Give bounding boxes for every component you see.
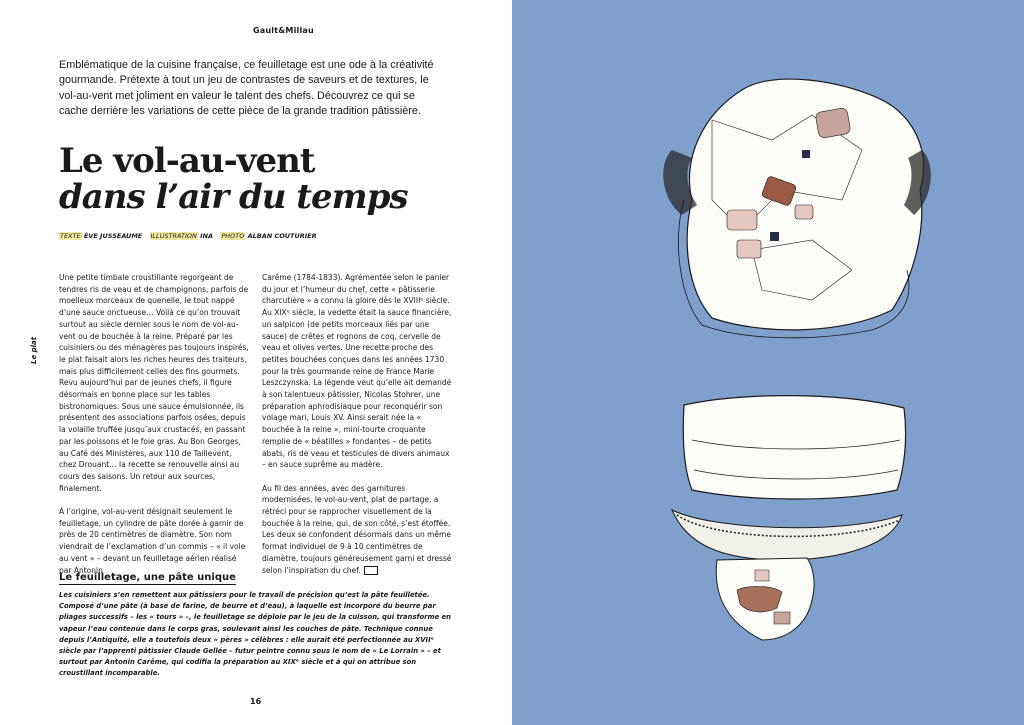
credit-photo-name: ALBAN COUTURIER — [247, 232, 317, 240]
body-paragraph: Carême (1784-1833). Agrémentée selon le panier du jour et l’humeur du chef, cette « pâtisserie charcutière » a connu la gloire dès le XVIIIᵉ siècle. Au XIXᵉ siècle, la vedette était la sauce financière, un salpicon (de petits morceaux liés par une sauce) de crêtes et rognons de coq, cervelle de veau et olives vertes. Une recette proche des petites bouchées conçues dans les années 1730 pour la très gourmande reine de France Marie Leszczynska. La légende veut qu’elle ait demandé à son talentueux pâtissier, Nicolas Stohrer, une préparation aphrodisiaque pour reconquérir son volage mari, Louis XV. Ainsi serait née la « bouchée à la reine », mini-tourte croquante remplie de « béatilles » fondantes – de petits abats, ris de veau et testicules de divers animaux – en sauce suprême au madère. — [262, 273, 452, 470]
credit-photo-label: PHOTO — [221, 232, 245, 240]
title-line-2: dans l’air du temps — [59, 177, 408, 217]
end-mark-icon — [364, 566, 378, 575]
illustration-page — [512, 0, 1024, 725]
title-line-1: Le vol-au-vent — [59, 141, 315, 181]
credit-texte-name: ÈVE JUSSEAUME — [83, 232, 143, 240]
body-paragraph — [262, 483, 452, 577]
sidebar-title: Le feuilletage, une pâte unique — [59, 572, 236, 583]
body-column-2 — [262, 272, 452, 588]
section-label: Le plat — [30, 336, 38, 364]
credit-illustration-name: INA — [200, 232, 214, 240]
top-pastry-drawing — [663, 79, 931, 338]
bottom-pastry-drawing — [672, 396, 906, 640]
credit-illustration-label: ILLUSTRATION — [150, 232, 197, 240]
brand-header: Gault&Millau — [253, 26, 314, 35]
page-number: 16 — [250, 697, 262, 706]
intro-paragraph: Emblématique de la cuisine française, ce feuilletage est une ode à la créativité gourmande. Prétexte à tout un jeu de contrastes de saveurs et de textures, le vol-au-vent met joliment en valeur le talent des chefs. Découvrez ce qui se cache derrière les variations de cette pièce de la grande tradition pâtissière. — [59, 59, 434, 117]
article-title — [59, 143, 408, 215]
credit-texte-label: TEXTE — [60, 232, 81, 240]
credits-line — [59, 232, 317, 240]
body-column-1 — [59, 272, 249, 588]
vol-au-vent-illustration — [512, 0, 1024, 725]
sidebar-text: Les cuisiniers s’en remettent aux pâtissiers pour le travail de précision qu’est la pâte feuilletée. Composé d’une pâte (à base de farine, de beurre et d’eau), à laquelle est incorporé du beurre par pliages successifs – les « tours » –, le feuilletage se déploie par le jeu de la cuisson, qui transforme en vapeur l’eau contenue dans le corps gras, soulevant ainsi les couches de pâte. Technique connue depuis l’Antiquité, elle a toutefois deux « pères » célèbres : elle aurait été perfectionnée au XVIIᵉ siècle par l’apprenti pâtissier Claude Gellée – futur peintre connu sous le nom de « Le Lorrain » – et surtout par Antonin Carême, qui codifia la préparation au XIXᵉ siècle et à qui on attribue son croustillant incomparable. — [59, 591, 451, 678]
body-paragraph-text: Au fil des années, avec des garnitures modernisées, le vol-au-vent, plat de partage, a rétréci pour se rapprocher visuellement de la bouchée à la reine, qui, de son côté, s’est étoffée. Les deux se confondent désormais dans un même format individuel de 9 à 10 centimètres de diamètre, toujours généreusement garni et dressé selon l’inspiration du chef. — [262, 483, 452, 575]
body-paragraph: Une petite timbale croustillante regorgeant de tendres ris de veau et de champignons, parfois de moelleux morceaux de quenelle, le tout nappé d’une sauce onctueuse… Voilà ce qu’on trouvait surtout au siècle dernier sous le nom de vol-au-vent ou de bouchée à la reine. Préparé par les cuisiniers ou des ménagères pas toujours inspirés, le plat faisait alors les riches heures des traiteurs, mais plus difficilement celles des fins gourmets. Revu aujourd’hui par de jeunes chefs, il figure désormais en bonne place sur les tables bistronomiques. Sous une sauce émulsionnée, ils présentent des associations parfois osées, depuis la volaille truffée jusqu’aux crustacés, en passant par les poissons et le foie gras. Au Bon Georges, au Café des Ministères, aux 110 de Taillevent, chez Drouant… la recette se renouvelle ainsi au cours des saisons. Un retour aux sources, finalement. — [59, 273, 249, 493]
body-paragraph: À l’origine, vol-au-vent désignait seulement le feuilletage, un cylindre de pâte dorée à garnir de près de 20 centimètres de diamètre. Son nom viendrait de l’exclamation d’un commis – « il vole au vent » – devant un feuilletage aérien réalisé par Antonin — [59, 507, 246, 575]
